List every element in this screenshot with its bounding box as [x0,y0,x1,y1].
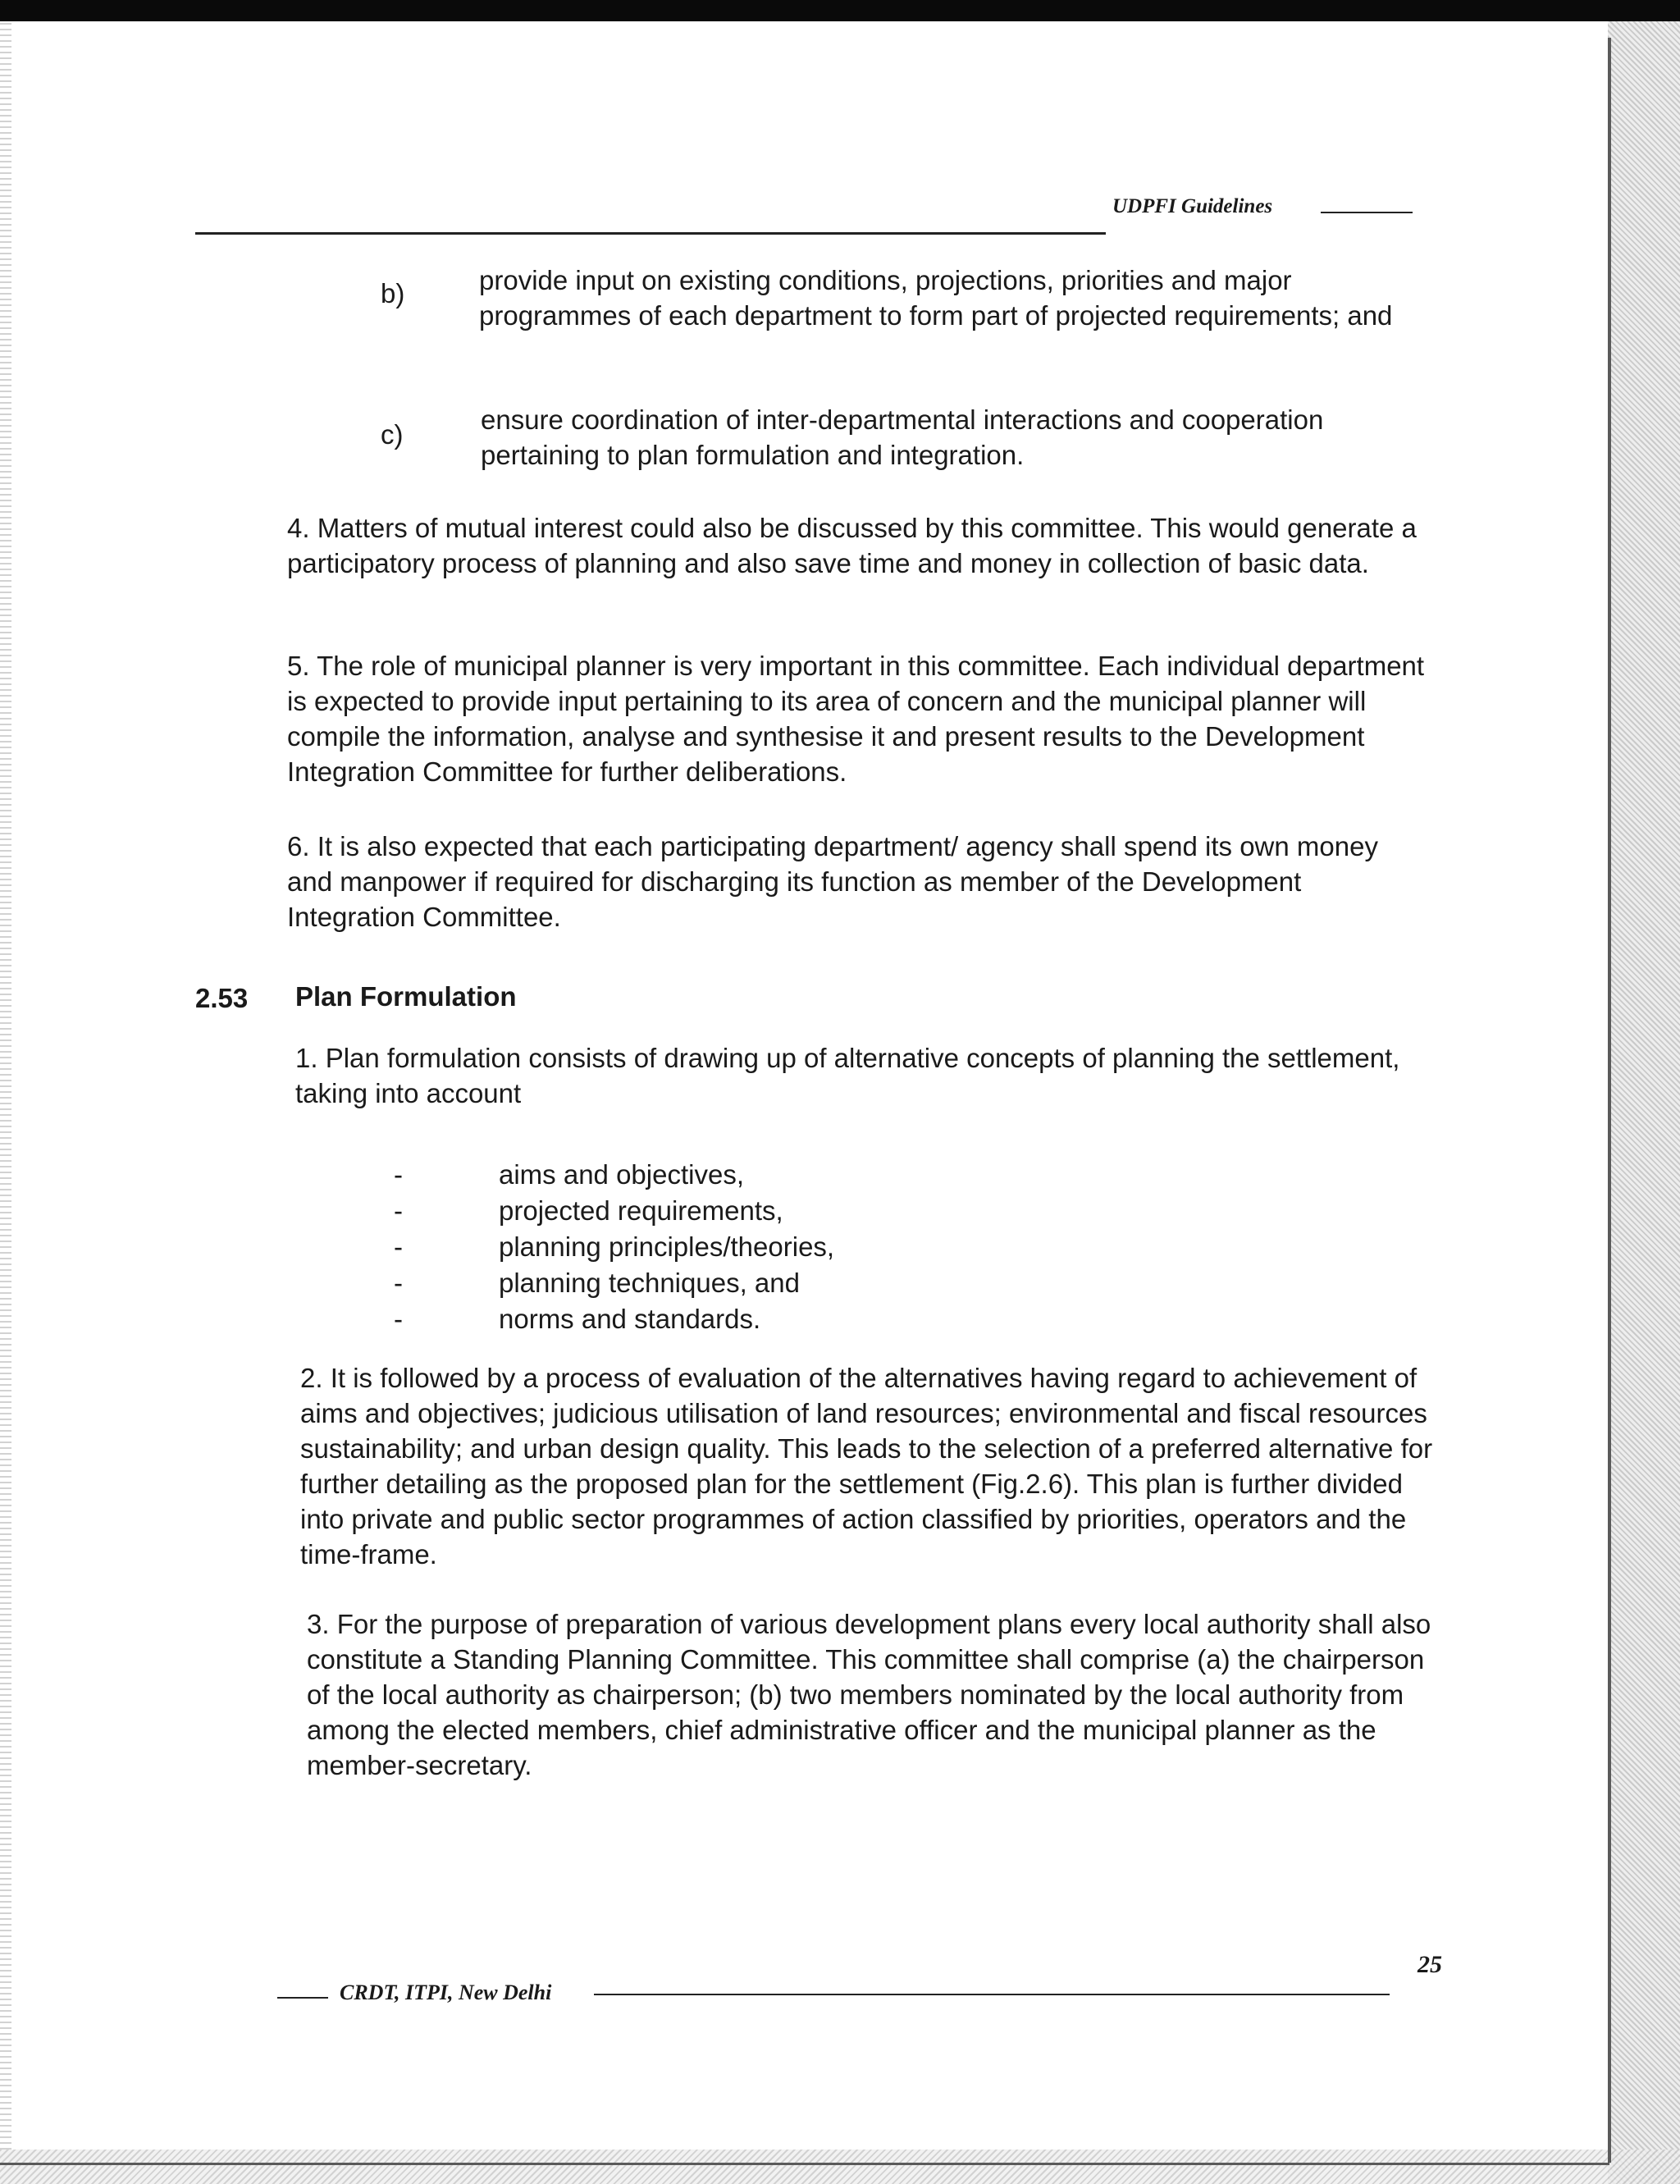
bullet-dash: - [394,1159,403,1190]
item-text-c: ensure coordination of inter-departmental interactions and cooperation pertaining to plan formulation and integration. [481,404,1324,470]
bullet-dash: - [394,1195,403,1226]
item-text-b: provide input on existing conditions, projections, priorities and major programmes of each department to form part of projected requirements; and [479,265,1393,331]
header-rule-tail [1321,212,1413,213]
footer-rule [594,1994,1390,1995]
list-item: - planning principles/theories, [394,1229,1132,1265]
scan-top-border [0,0,1680,21]
footer-source: CRDT, ITPI, New Delhi [340,1981,552,2004]
bullet-dash: - [394,1304,403,1334]
requirements-list [394,1157,1132,1337]
scan-bottom-edge [0,2150,1680,2184]
paragraph-5: 5. The role of municipal planner is very important in this committee. Each individual department is expected to provide input pertaining to its area of concern and the municipal planner will compile the information, analyse and synthesise it and present results to the Development Integration Committee for further deliberations. [287,651,1425,787]
scan-right-edge [1608,21,1680,2184]
running-header: UDPFI Guidelines [1112,195,1273,217]
list-item: - aims and objectives, [394,1157,1132,1193]
section-number: 2.53 [195,983,249,1013]
section-title: Plan Formulation [295,981,517,1012]
paragraph-4: 4. Matters of mutual interest could also be discussed by this committee. This would generate a participatory process of planning and also save time and money in collection of basic data. [287,513,1417,578]
page-number: 25 [1418,1951,1442,1978]
item-label-c: c) [381,419,404,450]
bullet-dash: - [394,1268,403,1298]
page-edge-bottom [0,2163,1609,2165]
footer-rule-left [277,1997,328,1999]
item-label-b: b) [381,278,405,308]
list-item: - planning techniques, and [394,1265,1132,1301]
paragraph-6: 6. It is also expected that each participating department/ agency shall spend its own money and manpower if required for discharging its function as member of the Development Integration Committee. [287,831,1378,932]
list-item: - norms and standards. [394,1301,1132,1337]
section-paragraph-1: 1. Plan formulation consists of drawing up of alternative concepts of planning the settlement, taking into account [295,1043,1400,1108]
bullet-dash: - [394,1231,403,1262]
section-paragraph-2: 2. It is followed by a process of evaluation of the alternatives having regard to achievement of aims and objectives; judicious utilisation of land resources; environmental and fiscal resources sustainability; and urban design quality. This leads to the selection of a preferred alternative for further detailing as the proposed plan for the settlement (Fig.2.6). This plan is further divided into private and public sector programmes of action classified by priorities, operators and the time-frame. [300,1363,1433,1569]
section-paragraph-3: 3. For the purpose of preparation of various development plans every local authority shall also constitute a Standing Planning Committee. This committee shall comprise (a) the chairperson of the local authority as chairperson; (b) two members nominated by the local authority from among the elected members, chief administrative officer and the municipal planner as the member-secretary. [307,1609,1431,1780]
page-edge-right [1608,38,1611,2163]
scan-left-edge [0,21,11,2150]
list-item: - projected requirements, [394,1193,1132,1229]
header-rule [195,232,1106,235]
